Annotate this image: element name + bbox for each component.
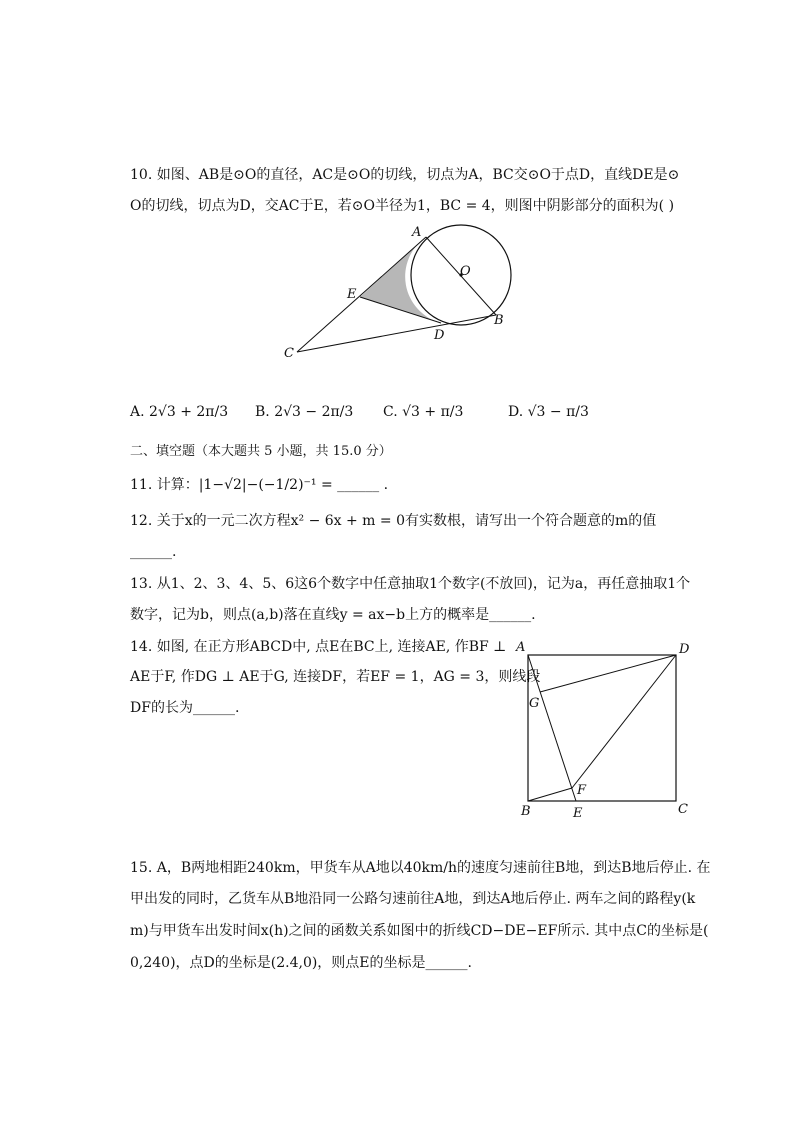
q10-label-c: C (284, 346, 294, 361)
q10-line-2: O的切线，切点为D，交AC于E，若⊙O半径为1，BC = 4，则图中阴影部分的面积为( ) (130, 198, 675, 214)
q10-option-a-label: A. (130, 404, 145, 420)
q14-line-df (572, 655, 676, 788)
q14-label-d: D (679, 642, 690, 657)
q14-label-b: B (521, 804, 531, 819)
q10-option-b-expr: 2√3 − 2π/3 (274, 404, 354, 420)
q10-option-c-label: C. (383, 404, 398, 420)
q13-line-2: 数字，记为b，则点(a,b)落在直线y = ax−b上方的概率是______. (130, 607, 536, 623)
section-heading: 二、填空题（本大题共 5 小题，共 15.0 分） (130, 444, 392, 459)
q13-line-1: 13. 从1、2、3、4、5、6这6个数字中任意抽取1个数字(不放回)，记为a，再任意抽取1个 (130, 576, 691, 592)
q10-label-d: D (434, 328, 445, 343)
q10-label-e: E (347, 287, 357, 302)
q12-line-1: 12. 关于x的一元二次方程x² − 6x + m = 0有实数根，请写出一个符合题意的m的值 (130, 513, 657, 529)
q14-label-f: F (577, 783, 587, 798)
q11-line: 11. 计算：|1−√2|−(−1/2)⁻¹ = ______ . (130, 477, 389, 493)
q10-line-1: 10. 如图、AB是⊙O的直径，AC是⊙O的切线，切点为A，BC交⊙O于点D，直线DE是⊙ (130, 167, 680, 183)
q10-option-b (255, 403, 353, 421)
q14-label-g: G (529, 696, 540, 711)
q12-line-2: ______. (130, 544, 177, 560)
q10-option-c-expr: √3 + π/3 (402, 404, 464, 420)
q14-line-2: AE于F, 作DG ⊥ AE于G, 连接DF，若EF = 1，AG = 3，则线段 (130, 669, 541, 685)
q14-line-dg (540, 655, 676, 692)
q14-line-1: 14. 如图, 在正方形ABCD中, 点E在BC上, 连接AE, 作BF ⊥ (130, 639, 507, 655)
q15-line-1: 15. A，B两地相距240km，甲货车从A地以40km/h的速度匀速前往B地，到达B地后停止. 在 (130, 860, 711, 876)
q14-label-e: E (573, 806, 583, 821)
q14-label-c: C (678, 802, 688, 817)
q10-line-bc (297, 315, 496, 352)
q10-label-b: B (494, 313, 504, 328)
q10-option-b-label: B. (255, 404, 270, 420)
q14-label-a: A (516, 640, 526, 655)
q14-line-3: DF的长为______. (130, 700, 240, 716)
q15-line-2: 甲出发的同时，乙货车从B地沿同一公路匀速前往A地，到达A地后停止. 两车之间的路程y(k (130, 891, 696, 907)
q10-option-c (383, 403, 463, 421)
q10-option-a-expr: 2√3 + 2π/3 (149, 404, 229, 420)
q14-square-abcd (528, 655, 676, 801)
q15-line-4: 0,240)，点D的坐标是(2.4,0)，则点E的坐标是______. (130, 955, 472, 971)
q10-option-a (130, 403, 228, 421)
q14-figure (515, 640, 690, 821)
q10-option-d-expr: √3 − π/3 (527, 404, 589, 420)
q14-line-bf (528, 788, 572, 801)
q10-option-d-label: D. (508, 404, 524, 420)
q10-label-a: A (412, 225, 422, 240)
q10-option-d (508, 403, 589, 421)
q10-label-o: O (460, 264, 471, 279)
q15-line-3: m)与甲货车出发时间x(h)之间的函数关系如图中的折线CD−DE−EF所示. 其中点C的坐标是( (130, 923, 709, 939)
